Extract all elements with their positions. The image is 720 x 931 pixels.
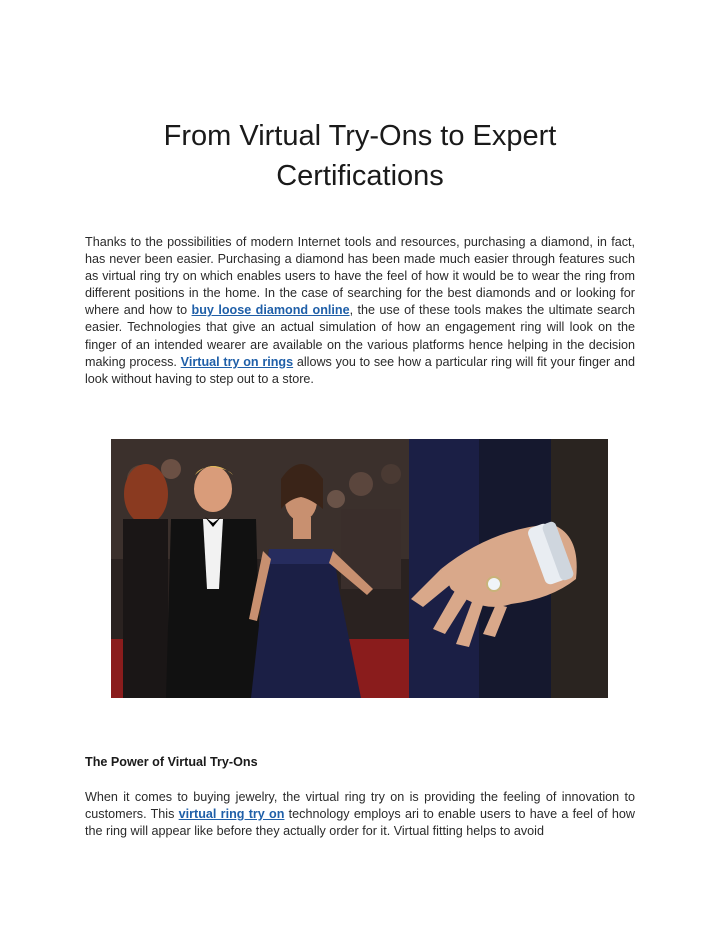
- page-title: From Virtual Try-Ons to Expert Certifications: [163, 120, 557, 192]
- intro-paragraph: [85, 234, 635, 388]
- article-photo: [111, 439, 608, 698]
- intro-text-3: allows you to see how a particular ring will fit your finger and look without having to step out to a store.: [85, 354, 636, 386]
- buy-loose-diamond-link[interactable]: buy loose diamond online: [191, 303, 350, 318]
- virtual-ring-try-on-link[interactable]: virtual ring try on: [178, 807, 285, 822]
- virtual-try-on-rings-link[interactable]: Virtual try on rings: [180, 354, 294, 369]
- section-paragraph: [85, 789, 635, 840]
- section-text-1: When it comes to buying jewelry, the virtual ring try on is providing the feeling of innovation to customers. This: [85, 790, 635, 822]
- section-heading: The Power of Virtual Try-Ons: [85, 755, 258, 769]
- intro-text-1: Thanks to the possibilities of modern Internet tools and resources, purchasing a diamond, in fact, has never been easier. Purchasing a diamond has been made much easier through features such as virtual ring try on which enables users to have the feel of how it would be to wear the ring from different positions in the home. In the case of searching for the best diamonds and or looking for where and how to: [85, 235, 635, 318]
- section-text-2: technology employs ari to enable users to have a feel of how the ring will appear like before they actually order for it. Virtual fitting helps to avoid: [85, 807, 635, 839]
- intro-text-2: , the use of these tools makes the ultimate search easier. Technologies that give an actual simulation of how an engagement ring will look on the finger of an intended wearer are available on the various platforms hence helping in the decision making process.: [85, 303, 635, 369]
